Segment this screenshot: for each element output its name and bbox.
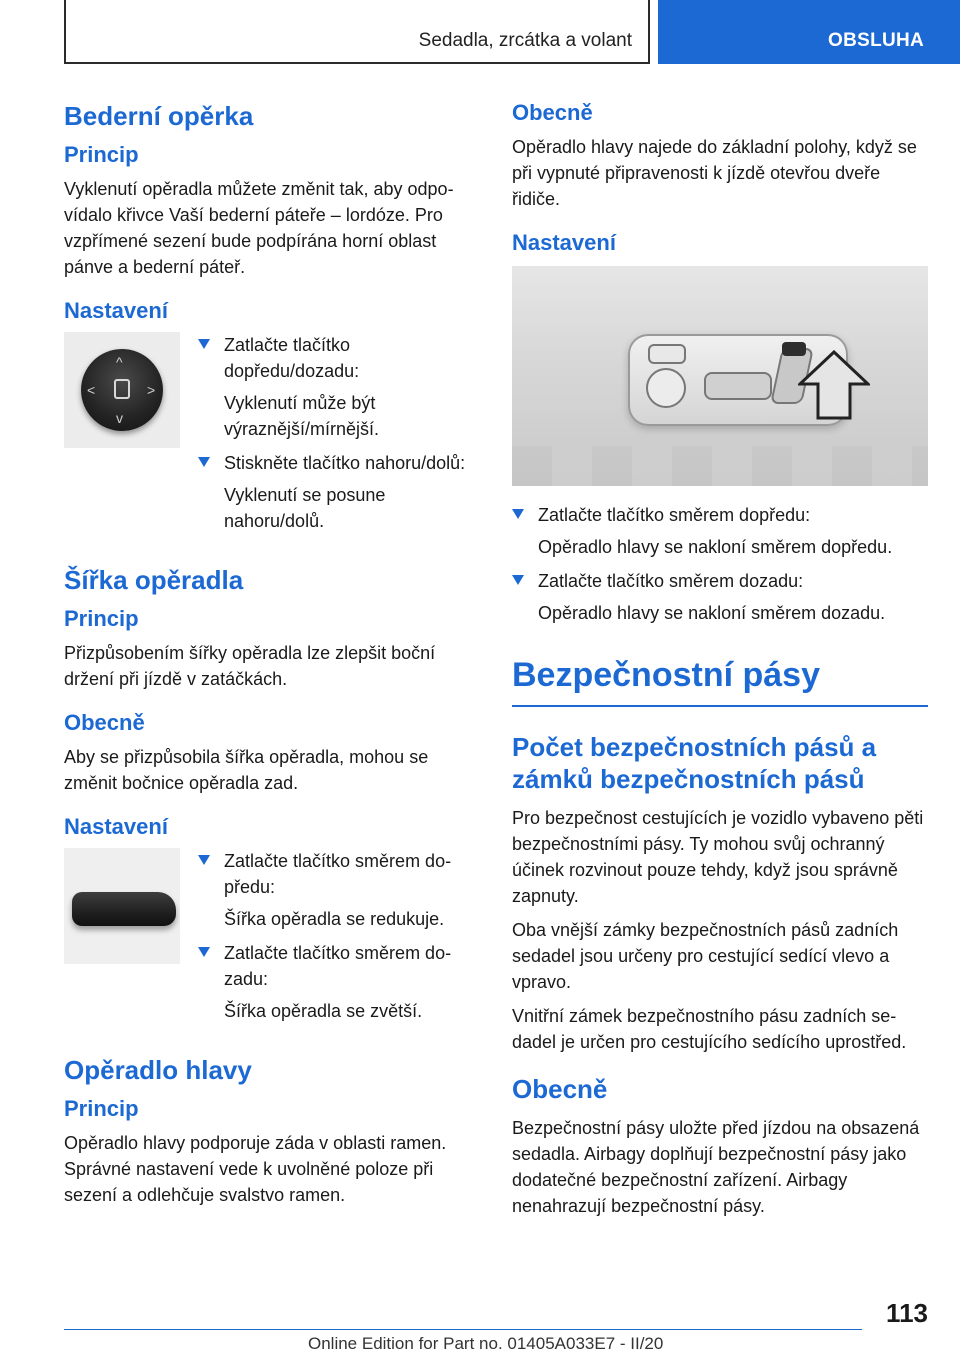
headrest-principle-text: Opěradlo hlavy podporuje záda v oblasti ramen. Správné nastavení vede k uvolněné poloze při sezení a odlehčuje svalstvo ramen. <box>64 1133 447 1205</box>
step-bullet-icon <box>198 457 210 467</box>
page-number: 113 <box>886 1298 928 1328</box>
headrest-general-text: Opěradlo hlavy najede do základní polohy, když se při vypnuté připravenosti k jízdě otevřou dveře řidiče. <box>512 137 917 209</box>
width-steps-block <box>64 848 476 1032</box>
step-result: Opěradlo hlavy se nakloní směrem dopředu. <box>538 537 893 557</box>
belts-general-heading: Obecně <box>512 1074 608 1104</box>
width-general-text: Aby se přizpůsobila šířka opěradla, mohou se změnit bočnice opěradla zad. <box>64 747 429 793</box>
section-title: OBSLUHA <box>828 30 925 51</box>
lumbar-title: Bederní opěrka <box>64 101 254 131</box>
header-chapter-box <box>64 0 650 64</box>
headrest-general-heading: Obecně <box>512 100 593 125</box>
lumbar-setting-heading: Nastavení <box>64 298 168 323</box>
arrow-up-icon <box>798 350 870 420</box>
belts-count-heading: Počet bezpečnostních pásů a zámků bezpečnostních pásů <box>512 732 877 794</box>
chapter-title: Sedadla, zrcátka a volant <box>418 30 632 51</box>
lumbar-steps-block <box>64 332 476 542</box>
headrest-steps <box>512 502 928 626</box>
headrest-setting-heading: Nastavení <box>512 230 616 255</box>
backrest-width-button-icon <box>64 848 180 964</box>
footer-rule <box>64 1329 862 1330</box>
step-action: Zatlačte tlačítko směrem dopředu: <box>224 851 452 897</box>
width-principle-heading: Princip <box>64 606 139 631</box>
step-action: Stiskněte tlačítko nahoru/dolů: <box>224 453 466 473</box>
step-bullet-icon <box>198 855 210 865</box>
step-result: Opěradlo hlavy se nakloní směrem dozadu. <box>538 603 886 623</box>
lumbar-principle-text: Vyklenutí opěradla můžete změnit tak, aby odpovídalo křivce Vaší bederní páteře – lordóze. Pro vzpřímené sezení bude podpírána horní oblast pánve a bederní páteř. <box>64 179 454 277</box>
lumbar-step-1 <box>198 332 476 442</box>
width-principle-text: Přizpůsobením šířky opěradla lze zlepšit boční držení při jízdě v zatáčkách. <box>64 643 436 689</box>
headrest-step-2 <box>512 568 928 626</box>
right-column <box>512 100 928 1227</box>
step-result: Šířka opěradla se zvětší. <box>224 1001 423 1021</box>
lumbar-step-2 <box>198 450 476 534</box>
belts-paragraph-2: Oba vnější zámky bezpečnostních pásů zadních sedadel jsou určeny pro cestující sedící vlevo a vpravo. <box>512 920 899 992</box>
belts-paragraph-1: Pro bezpečnost cestujících je vozidlo vybaveno pěti bezpečnostními pásy. Ty mohou svůj ochranný účinek rozvinout pouze tehdy, když jsou správně zapnuty. <box>512 808 924 906</box>
belts-general-text: Bezpečnostní pásy uložte před jízdou na obsazená sedadla. Airbagy doplňují bezpečnostní pásy jako dodatečné bezpečnostní zařízení. Airbagy nenahrazují bezpečnostní pásy. <box>512 1118 920 1216</box>
step-result: Vyklenutí může být výraznější/mírnější. <box>224 393 380 439</box>
seat-control-panel-icon <box>512 266 928 486</box>
belts-title-rule <box>512 705 928 707</box>
step-result: Vyklenutí se posune nahoru/dolů. <box>224 485 386 531</box>
width-step-1 <box>198 848 476 932</box>
width-setting-heading: Nastavení <box>64 814 168 839</box>
headrest-title: Opěradlo hlavy <box>64 1055 252 1085</box>
step-action: Zatlačte tlačítko směrem dopředu: <box>538 505 811 525</box>
headrest-step-1 <box>512 502 928 560</box>
lumbar-control-knob-icon: ^ v < > <box>64 332 180 448</box>
step-action: Zatlačte tlačítko dopředu/dozadu: <box>224 335 360 381</box>
width-general-heading: Obecně <box>64 710 145 735</box>
width-title: Šířka opěradla <box>64 565 244 595</box>
step-action: Zatlačte tlačítko směrem dozadu: <box>538 571 804 591</box>
step-bullet-icon <box>198 947 210 957</box>
step-bullet-icon <box>512 509 524 519</box>
step-bullet-icon <box>512 575 524 585</box>
step-action: Zatlačte tlačítko směrem dozadu: <box>224 943 452 989</box>
header-section-box <box>658 0 960 64</box>
left-column <box>64 100 476 1216</box>
belts-paragraph-3: Vnitřní zámek bezpečnostního pásu zadních sedadel je určen pro cestujícího sedícího uprostřed. <box>512 1006 907 1052</box>
lumbar-principle-heading: Princip <box>64 142 139 167</box>
width-step-2 <box>198 940 476 1024</box>
step-result: Šířka opěradla se redukuje. <box>224 909 445 929</box>
headrest-principle-heading: Princip <box>64 1096 139 1121</box>
belts-title: Bezpečnostní pásy <box>512 656 820 694</box>
footer-edition: Online Edition for Part no. 01405A033E7 - II/20 <box>308 1334 664 1353</box>
step-bullet-icon <box>198 339 210 349</box>
